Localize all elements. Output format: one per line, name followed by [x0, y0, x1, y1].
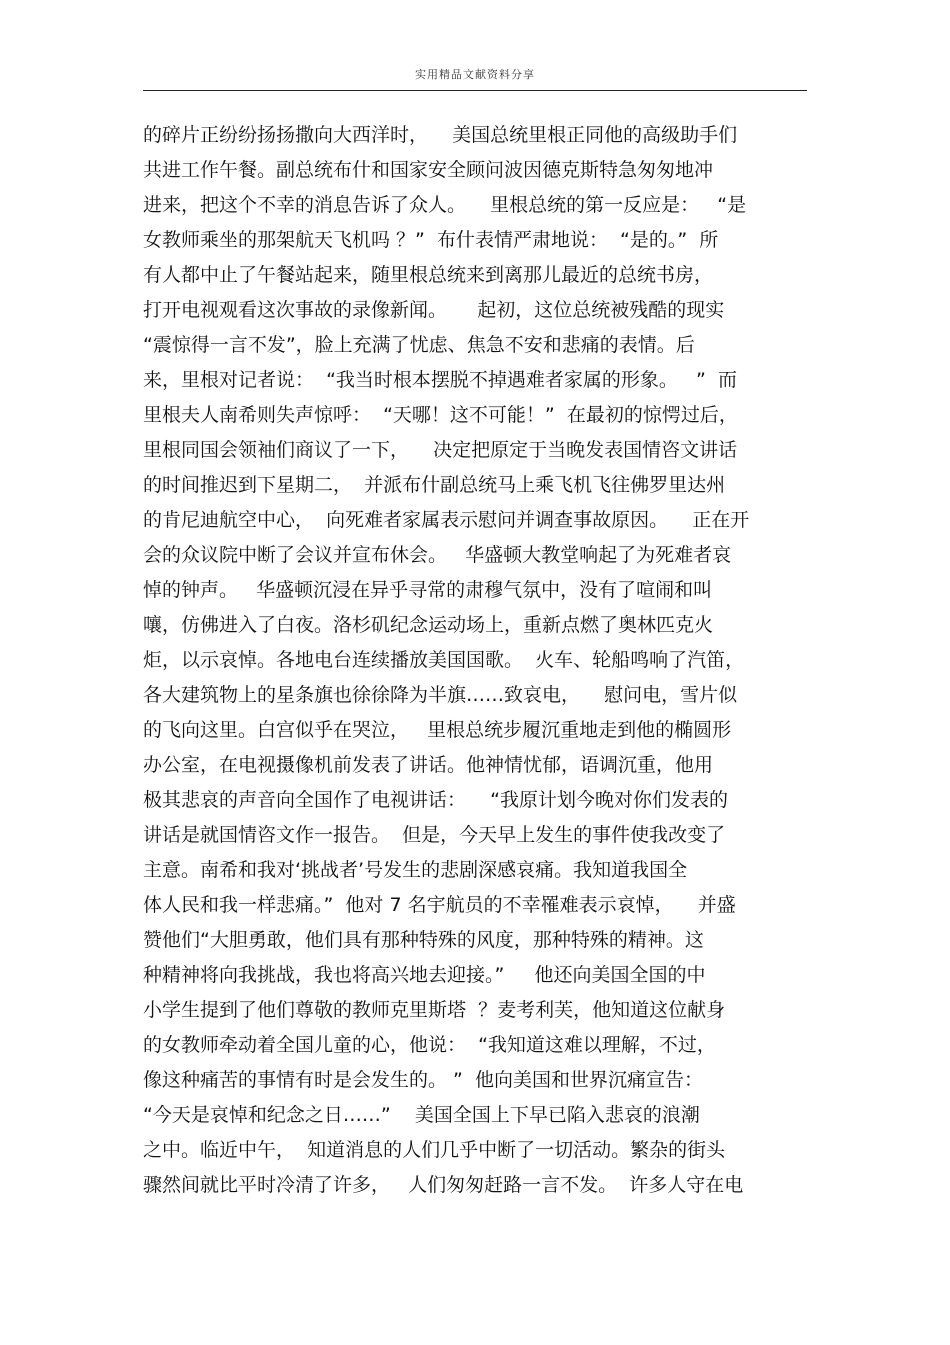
text-line: 打开电视观看这次事故的录像新闻。 起初，这位总统被残酷的现实	[143, 299, 725, 321]
text-line: “今天是哀悼和纪念之日……” 美国全国上下早已陷入悲哀的浪潮	[143, 1104, 700, 1126]
text-line: 骤然间就比平时冷清了许多， 人们匆匆赶路一言不发。 许多人守在电	[143, 1174, 744, 1196]
text-line: 炬，以示哀悼。各地电台连续播放美国国歌。 火车、轮船鸣响了汽笛，	[143, 649, 745, 671]
text-line: 的碎片正纷纷扬扬撒向大西洋时， 美国总统里根正同他的高级助手们	[143, 124, 738, 146]
text-line: 共进工作午餐。副总统布什和国家安全顾问波因德克斯特急匆匆地冲	[143, 159, 714, 181]
text-line: 像这种痛苦的事情有时是会发生的。 ” 他向美国和世界沉痛宣告：	[143, 1069, 703, 1091]
header-divider	[143, 90, 807, 91]
text-line: 的女教师牵动着全国儿童的心，他说： “我知道这难以理解，不过，	[143, 1034, 716, 1056]
text-line: 会的众议院中断了会议并宣布休会。 华盛顿大教堂响起了为死难者哀	[143, 544, 732, 566]
text-line: 主意。南希和我对‘挑战者’号发生的悲剧深感哀痛。我知道我国全	[143, 859, 688, 881]
text-line: 的肯尼迪航空中心， 向死难者家属表示慰问并调查事故原因。 正在开	[143, 509, 750, 531]
page-header: 实用精品文献资料分享	[415, 68, 535, 81]
body-text	[143, 118, 823, 1203]
text-line: 的飞向这里。白宫似乎在哭泣， 里根总统步履沉重地走到他的椭圆形	[143, 719, 732, 741]
text-line: 讲话是就国情咨文作一报告。 但是，今天早上发生的事件使我改变了	[143, 824, 726, 846]
text-line: 之中。临近中午， 知道消息的人们几乎中断了一切活动。繁杂的街头	[143, 1139, 726, 1161]
text-line: 种精神将向我挑战，我也将高兴地去迎接。” 他还向美国全国的中	[143, 964, 706, 986]
text-line: 有人都中止了午餐站起来，随里根总统来到离那儿最近的总统书房，	[143, 264, 714, 286]
text-line: 极其悲哀的声音向全国作了电视讲话： “我原计划今晚对你们发表的	[143, 789, 729, 811]
text-line: 体人民和我一样悲痛。” 他对 7 名宇航员的不幸罹难表示哀悼， 并盛	[143, 894, 736, 916]
text-line: 悼的钟声。 华盛顿沉浸在异乎寻常的肃穆气氛中，没有了喧闹和叫	[143, 579, 713, 601]
text-line: “震惊得一言不发”，脸上充满了忧虑、焦急不安和悲痛的表情。后	[143, 334, 695, 356]
text-line: 里根夫人南希则失声惊呼： “天哪！这不可能！” 在最初的惊愕过后，	[143, 404, 738, 426]
text-line: 来，里根对记者说： “我当时根本摆脱不掉遇难者家属的形象。 ” 而	[143, 369, 737, 391]
text-line: 里根同国会领袖们商议了一下， 决定把原定于当晚发表国情咨文讲话	[143, 439, 738, 461]
text-line: 的时间推迟到下星期二， 并派布什副总统马上乘飞机飞往佛罗里达州	[143, 474, 726, 496]
text-line: 办公室，在电视摄像机前发表了讲话。他神情忧郁，语调沉重，他用	[143, 754, 714, 776]
text-line: 各大建筑物上的星条旗也徐徐降为半旗……致哀电， 慰问电，雪片似	[143, 684, 738, 706]
text-line: 女教师乘坐的那架航天飞机吗 ？” 布什表情严肃地说： “是的。” 所	[143, 229, 719, 251]
text-line: 进来，把这个不幸的消息告诉了众人。 里根总统的第一反应是： “是	[143, 194, 747, 216]
text-line: 赞他们“大胆勇敢，他们具有那种特殊的风度，那种特殊的精神。这	[143, 929, 704, 951]
text-line: 小学生提到了他们尊敬的教师克里斯塔 ？麦考利芙，他知道这位献身	[143, 999, 726, 1021]
text-line: 嚷，仿佛进入了白夜。洛杉矶纪念运动场上，重新点燃了奥林匹克火	[143, 614, 714, 636]
